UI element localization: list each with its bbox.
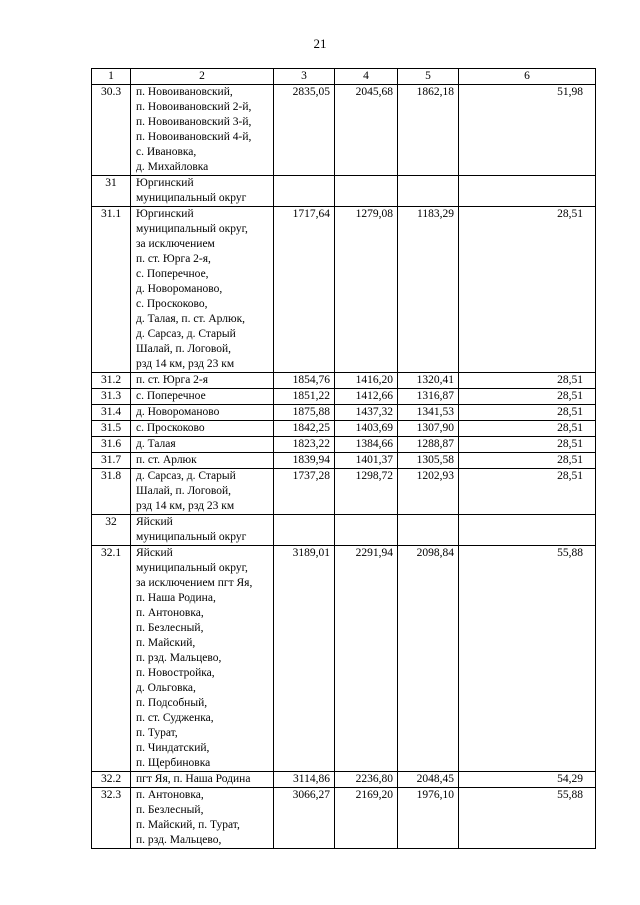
value-col-4: 2291,94: [335, 546, 398, 772]
table-row: [92, 453, 596, 469]
row-number: 32.2: [92, 772, 131, 788]
value-col-6: 28,51: [459, 469, 596, 515]
row-number: 31.7: [92, 453, 131, 469]
settlement-name: Яйский муниципальный округ, за исключением пгт Яя, п. Наша Родина, п. Антоновка, п. Безлесный, п. Майский, п. рзд. Мальцево, п. Новостройка, д. Ольговка, п. Подсобный, п. ст. Судженка, п. Турат, п. Чиндатский, п. Щербиновка: [131, 546, 274, 772]
row-number: 32: [92, 515, 131, 546]
value-col-5: 1862,18: [398, 85, 459, 176]
value-col-6: 54,29: [459, 772, 596, 788]
value-col-5: 1307,90: [398, 421, 459, 437]
settlement-name: д. Сарсаз, д. Старый Шалай, п. Логовой, рзд 14 км, рзд 23 км: [131, 469, 274, 515]
column-header: 2: [131, 69, 274, 85]
value-col-3: 1839,94: [274, 453, 335, 469]
value-col-4: 1416,20: [335, 373, 398, 389]
page-number: 21: [313, 36, 327, 51]
row-number: 31: [92, 176, 131, 207]
value-col-6: 55,88: [459, 788, 596, 849]
value-col-5: 2098,84: [398, 546, 459, 772]
value-col-6: 28,51: [459, 453, 596, 469]
value-col-5: 1202,93: [398, 469, 459, 515]
settlement-name: Яйский муниципальный округ: [131, 515, 274, 546]
table-row: [92, 405, 596, 421]
table-row: [92, 515, 596, 546]
value-col-3: 1717,64: [274, 207, 335, 373]
settlement-name: п. ст. Юрга 2-я: [131, 373, 274, 389]
value-col-5: 1320,41: [398, 373, 459, 389]
value-col-5: 1288,87: [398, 437, 459, 453]
table-row: [92, 788, 596, 849]
table-header-row: [92, 69, 596, 85]
value-col-5: 2048,45: [398, 772, 459, 788]
column-header: 4: [335, 69, 398, 85]
row-number: 31.8: [92, 469, 131, 515]
table-row: [92, 421, 596, 437]
settlement-name: п. ст. Арлюк: [131, 453, 274, 469]
settlement-name: Юргинский муниципальный округ, за исключением п. ст. Юрга 2-я, с. Поперечное, д. Новороманово, с. Проскоково, д. Талая, п. ст. Арлюк, д. Сарсаз, д. Старый Шалай, п. Логовой, рзд 14 км, рзд 23 км: [131, 207, 274, 373]
column-header: 3: [274, 69, 335, 85]
value-col-4: 1437,32: [335, 405, 398, 421]
value-col-6: 28,51: [459, 207, 596, 373]
column-header: 6: [459, 69, 596, 85]
value-col-4: 1401,37: [335, 453, 398, 469]
value-col-4: 2236,80: [335, 772, 398, 788]
value-col-6: 28,51: [459, 405, 596, 421]
value-col-3: 1875,88: [274, 405, 335, 421]
value-col-6: 28,51: [459, 437, 596, 453]
value-col-5: 1316,87: [398, 389, 459, 405]
value-col-3: 3189,01: [274, 546, 335, 772]
row-number: 32.1: [92, 546, 131, 772]
value-col-3: 1842,25: [274, 421, 335, 437]
value-col-5: 1305,58: [398, 453, 459, 469]
column-header: 5: [398, 69, 459, 85]
settlement-name: д. Талая: [131, 437, 274, 453]
row-number: 30.3: [92, 85, 131, 176]
table-row: [92, 85, 596, 176]
value-col-4: 1279,08: [335, 207, 398, 373]
settlement-name: п. Антоновка, п. Безлесный, п. Майский, п. Турат, п. рзд. Мальцево,: [131, 788, 274, 849]
value-col-6: 55,88: [459, 546, 596, 772]
table-row: [92, 772, 596, 788]
row-number: 31.1: [92, 207, 131, 373]
table-row: [92, 207, 596, 373]
value-col-5: [398, 176, 459, 207]
value-col-6: [459, 176, 596, 207]
row-number: 31.4: [92, 405, 131, 421]
table-row: [92, 176, 596, 207]
table-row: [92, 389, 596, 405]
value-col-3: [274, 176, 335, 207]
tariff-table: [91, 68, 596, 849]
value-col-4: 1412,66: [335, 389, 398, 405]
table-row: [92, 437, 596, 453]
value-col-6: [459, 515, 596, 546]
value-col-4: 1298,72: [335, 469, 398, 515]
value-col-6: 28,51: [459, 389, 596, 405]
value-col-3: [274, 515, 335, 546]
value-col-3: 1737,28: [274, 469, 335, 515]
value-col-3: 3066,27: [274, 788, 335, 849]
value-col-5: 1341,53: [398, 405, 459, 421]
row-number: 31.5: [92, 421, 131, 437]
value-col-3: 1854,76: [274, 373, 335, 389]
value-col-3: 1823,22: [274, 437, 335, 453]
settlement-name: пгт Яя, п. Наша Родина: [131, 772, 274, 788]
settlement-name: с. Проскоково: [131, 421, 274, 437]
value-col-4: 2169,20: [335, 788, 398, 849]
value-col-4: [335, 176, 398, 207]
value-col-4: [335, 515, 398, 546]
row-number: 31.3: [92, 389, 131, 405]
value-col-6: 28,51: [459, 421, 596, 437]
value-col-3: 3114,86: [274, 772, 335, 788]
value-col-5: 1183,29: [398, 207, 459, 373]
row-number: 32.3: [92, 788, 131, 849]
value-col-5: 1976,10: [398, 788, 459, 849]
value-col-3: 1851,22: [274, 389, 335, 405]
settlement-name: д. Новороманово: [131, 405, 274, 421]
row-number: 31.6: [92, 437, 131, 453]
value-col-4: 2045,68: [335, 85, 398, 176]
table-row: [92, 469, 596, 515]
settlement-name: с. Поперечное: [131, 389, 274, 405]
settlement-name: Юргинский муниципальный округ: [131, 176, 274, 207]
column-header: 1: [92, 69, 131, 85]
value-col-5: [398, 515, 459, 546]
table-row: [92, 373, 596, 389]
table-row: [92, 546, 596, 772]
row-number: 31.2: [92, 373, 131, 389]
value-col-6: 28,51: [459, 373, 596, 389]
settlement-name: п. Новоивановский, п. Новоивановский 2-й, п. Новоивановский 3-й, п. Новоивановский 4-й, с. Ивановка, д. Михайловка: [131, 85, 274, 176]
value-col-4: 1403,69: [335, 421, 398, 437]
value-col-4: 1384,66: [335, 437, 398, 453]
value-col-6: 51,98: [459, 85, 596, 176]
value-col-3: 2835,05: [274, 85, 335, 176]
